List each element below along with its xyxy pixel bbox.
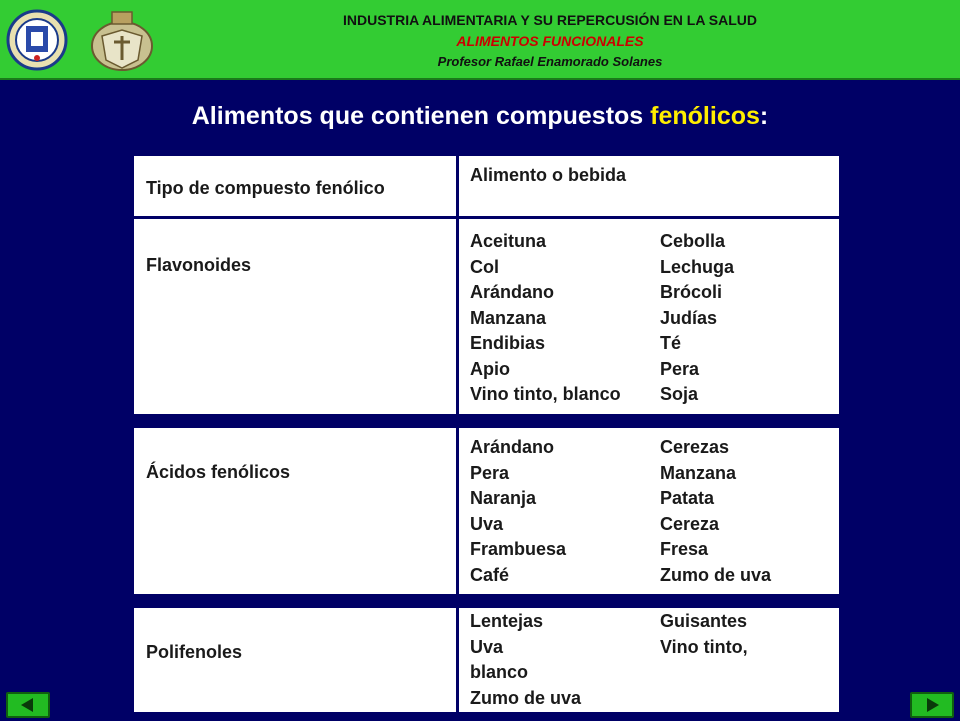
food-name: Café	[470, 564, 510, 585]
compound-type: Ácidos fenólicos	[146, 462, 291, 482]
list-item	[470, 461, 771, 487]
list-item	[470, 357, 734, 383]
food-name: Endibias	[470, 333, 546, 353]
list-item	[470, 563, 771, 589]
table-header-type	[134, 156, 456, 216]
header-bar	[0, 0, 960, 80]
compound-type: Flavonoides	[146, 255, 252, 275]
food-name: Soja	[660, 384, 699, 404]
food-name: Naranja	[470, 488, 537, 508]
header-course-title: INDUSTRIA ALIMENTARIA Y SU REPERCUSIÓN EN LA SALUD	[342, 12, 758, 28]
table-row-foods	[459, 608, 839, 712]
title-highlight: fenólicos	[650, 102, 760, 130]
food-name: Cereza	[660, 513, 720, 534]
food-name: Aceituna	[470, 231, 547, 251]
food-name: Manzana	[470, 307, 547, 328]
list-item	[470, 280, 734, 306]
food-name: Vino tinto, blanco	[470, 384, 621, 404]
header-professor: Profesor Rafael Enamorado Solanes	[437, 54, 663, 69]
list-item	[470, 435, 771, 461]
food-name: Cebolla	[660, 231, 726, 251]
food-name: Té	[660, 333, 682, 353]
food-name: Manzana	[660, 462, 737, 483]
food-list	[470, 435, 771, 588]
food-name: Pera	[660, 358, 700, 379]
table-header-food-label: Alimento o bebida	[470, 165, 627, 185]
table-header-type-label: Tipo de compuesto fenólico	[146, 178, 385, 198]
table-row-foods	[459, 219, 839, 414]
food-name: Arándano	[470, 437, 555, 457]
previous-slide-button[interactable]	[6, 692, 50, 718]
food-list	[470, 229, 734, 408]
table-row	[134, 428, 456, 594]
list-item	[470, 382, 734, 408]
food-name: Vino tinto,	[660, 636, 748, 657]
food-name: Uva	[470, 513, 504, 534]
table-header-food	[459, 156, 839, 216]
food-name: Guisantes	[660, 611, 748, 631]
food-name: Lentejas	[470, 611, 544, 631]
food-name: Fresa	[660, 539, 709, 559]
compound-type: Polifenoles	[146, 642, 243, 662]
food-name: Uva	[470, 636, 504, 657]
list-item	[470, 306, 734, 332]
list-item	[470, 609, 748, 635]
food-name: Arándano	[470, 282, 555, 302]
list-item	[470, 512, 771, 538]
list-item	[470, 537, 771, 563]
food-name: Apio	[470, 358, 510, 379]
list-item	[470, 255, 734, 281]
food-list	[470, 609, 748, 711]
food-name: Col	[470, 256, 499, 277]
table-row	[134, 219, 456, 414]
food-name: Frambuesa	[470, 539, 567, 559]
next-slide-button[interactable]	[910, 692, 954, 718]
list-item	[470, 331, 734, 357]
slide-title	[0, 102, 960, 131]
food-name: Zumo de uva	[470, 687, 582, 708]
title-colon: :	[759, 102, 769, 130]
food-name: Pera	[470, 462, 510, 483]
food-name: Lechuga	[660, 256, 735, 277]
food-name: Zumo de uva	[660, 564, 772, 585]
arrow-right-icon	[912, 694, 952, 716]
list-item	[470, 229, 734, 255]
table-row-foods	[459, 428, 839, 594]
arrow-left-icon	[8, 694, 48, 716]
food-name: Judías	[660, 307, 718, 328]
food-name: Patata	[660, 488, 715, 508]
list-item	[470, 486, 771, 512]
table-row	[134, 608, 456, 712]
food-name: Brócoli	[660, 282, 723, 302]
list-item	[470, 635, 748, 661]
food-name: blanco	[470, 662, 529, 682]
list-item	[470, 660, 748, 686]
header-topic: ALIMENTOS FUNCIONALES	[456, 33, 644, 49]
list-item	[470, 686, 748, 712]
food-name: Cerezas	[660, 437, 730, 457]
title-text: Alimentos que contienen compuestos	[191, 102, 651, 130]
